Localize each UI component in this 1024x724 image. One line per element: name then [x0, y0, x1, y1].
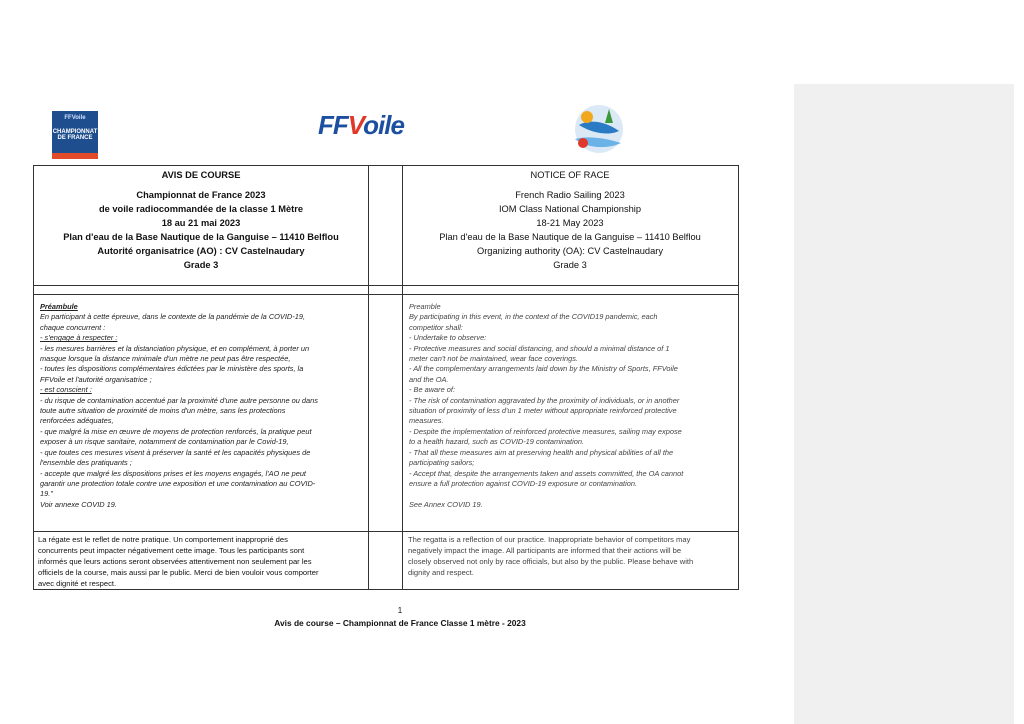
preamble-fr-line: - s'engage à respecter :	[40, 333, 118, 343]
row-divider	[34, 531, 738, 532]
regatta-en-line: closely observed not only by race officials, but also by the public. Please behave with	[408, 557, 694, 566]
preamble-fr-line: - accepte que malgré les dispositions prises et les moyens engagés, l'AO ne peut	[40, 468, 306, 478]
preamble-fr-line: exposer à un risque sanitaire, notamment de contamination par le Covid-19,	[40, 437, 289, 447]
preamble-en-line: By participating in this event, in the context of the COVID19 pandemic, each	[409, 312, 658, 322]
side-panel	[794, 84, 1014, 724]
ffvoile-logo-v: V	[347, 110, 364, 140]
header-fr-line: Championnat de France 2023	[136, 190, 266, 200]
preamble-fr-line: FFVoile et l'autorité organisatrice ;	[40, 374, 152, 384]
preamble-en-line: - The risk of contamination aggravated by the proximity of individuals, or in another	[409, 395, 680, 405]
header-fr-line: Grade 3	[183, 260, 219, 270]
preamble-en-line: - All the complementary arrangements laid down by the Ministry of Sports, FFVoile	[409, 364, 678, 374]
regatta-en	[408, 534, 736, 578]
preamble-en	[409, 302, 735, 510]
preamble-fr-line: 19."	[40, 489, 53, 499]
preamble-fr-line: - les mesures barrières et la distanciation physique, et en complément, à porter un	[40, 343, 310, 353]
header-en	[402, 168, 738, 272]
header-fr-line: Autorité organisatrice (AO) : CV Castelnaudary	[97, 246, 305, 256]
ffvoile-logo-oile: oile	[363, 110, 404, 140]
cdf-logo-bottom: CHAMPIONNAT DE FRANCE	[52, 129, 98, 141]
header-en-line: IOM Class National Championship	[498, 204, 642, 214]
preamble-fr-title: Préambule	[40, 302, 78, 311]
preamble-en-line: - Accept that, despite the arrangements taken and assets committed, the OA cannot	[409, 468, 684, 478]
preamble-en-line: and the OA.	[409, 374, 449, 384]
header-en-line: French Radio Sailing 2023	[515, 190, 625, 200]
regatta-fr-line: officiels de la course, mais aussi par le public. Merci de bien vouloir vous comporter	[38, 568, 319, 577]
championnat-de-france-logo	[52, 111, 98, 159]
preamble-fr	[40, 302, 364, 510]
notice-of-race-table	[33, 165, 739, 590]
header-fr-line: Plan d'eau de la Base Nautique de la Ganguise – 11410 Belflou	[63, 232, 339, 242]
preamble-fr-line: - toutes les dispositions complémentaires édictées par le ministère des sports, la	[40, 364, 304, 374]
preamble-fr-line: - que malgré la mise en œuvre de moyens de protection renforcés, la pratique peut	[40, 426, 312, 436]
header-en-line: 18-21 May 2023	[536, 218, 604, 228]
preamble-en-line: situation of proximity of less d'un 1 meter without appropriate reinforced protective	[409, 406, 677, 416]
preamble-fr-line: toute autre situation de proximité de moins d'un mètre, sans les protections	[40, 406, 286, 416]
preamble-fr-line: renforcées adéquates,	[40, 416, 114, 426]
preamble-en-line: participating sailors;	[409, 458, 475, 468]
preamble-en-line: - Despite the implementation of reinforced protective measures, sailing may expose	[409, 426, 682, 436]
ffvoile-logo	[318, 110, 418, 144]
header-en-line: NOTICE OF RACE	[530, 170, 610, 180]
header-en-line: Grade 3	[553, 260, 587, 270]
regatta-en-line: negatively impact the image. All participants are informed that their actions will be	[408, 546, 682, 555]
preamble-fr-line: - que toutes ces mesures visent à préserver la santé et les capacités physiques de	[40, 447, 311, 457]
preamble-en-line: ensure a full protection against COVID-19 exposure or contamination.	[409, 478, 638, 488]
regatta-fr-line: informés que leurs actions seront observées attentivement non seulement par les	[38, 557, 312, 566]
cdf-logo-top: FFVoile	[64, 115, 86, 121]
preamble-en-line: - Be aware of:	[409, 385, 456, 395]
preamble-fr-line: l'ensemble des pratiquants ;	[40, 458, 132, 468]
preamble-en-line: meter can't not be maintained, wear face coverings.	[409, 354, 579, 364]
preamble-fr-line: En participant à cette épreuve, dans le contexte de la pandémie de la COVID-19,	[40, 312, 305, 322]
header-fr-line: AVIS DE COURSE	[161, 170, 241, 180]
row-divider	[34, 294, 738, 295]
preamble-fr-line: - est conscient :	[40, 385, 92, 395]
regatta-fr	[38, 534, 366, 589]
preamble-en-line: See Annex COVID 19.	[409, 499, 483, 509]
preamble-en-line: - Protective measures and social distancing, and should a minimal distance of 1	[409, 343, 670, 353]
preamble-fr-line: masque lorsque la distance minimale d'un mètre ne peut pas être respectée,	[40, 354, 291, 364]
preamble-en-title: Preamble	[409, 302, 441, 311]
regatta-fr-line: La régate est le reflet de notre pratique. Un comportement inapproprié des	[38, 535, 288, 544]
preamble-en-line: competitor shall:	[409, 322, 463, 332]
header-fr-line: de voile radiocommandée de la classe 1 Mètre	[98, 204, 304, 214]
preamble-fr-line: - du risque de contamination accentué par la proximité d'une autre personne ou dans	[40, 395, 318, 405]
header-fr-line: 18 au 21 mai 2023	[161, 218, 241, 228]
preamble-en-line	[409, 489, 735, 499]
ffvoile-logo-ff: FF	[318, 110, 348, 140]
preamble-en-line: - That all these measures aim at preserving health and physical abilities of all the	[409, 447, 674, 457]
header-en-line: Organizing authority (OA): CV Castelnaudary	[476, 246, 664, 256]
regatta-en-line: dignity and respect.	[408, 568, 474, 577]
preamble-fr-line: chaque concurrent :	[40, 322, 106, 332]
header-en-line: Plan d'eau de la Base Nautique de la Ganguise – 11410 Belflou	[439, 232, 701, 242]
regatta-fr-line: avec dignité et respect.	[38, 579, 117, 588]
preamble-fr-line: Voir annexe COVID 19.	[40, 499, 117, 509]
preamble-en-line: measures.	[409, 416, 444, 426]
row-divider	[34, 285, 738, 286]
header-fr	[34, 168, 368, 272]
column-divider	[368, 166, 369, 589]
footer-title: Avis de course – Championnat de France Classe 1 mètre - 2023	[274, 618, 526, 628]
preamble-fr-line: garantir une protection totale contre une exposition et une contamination au COVID-	[40, 478, 316, 488]
preamble-en-line: to a health hazard, such as COVID-19 contamination.	[409, 437, 585, 447]
preamble-en-line: - Undertake to observe:	[409, 333, 487, 343]
regatta-fr-line: concurrents peut impacter négativement cette image. Tous les participants sont	[38, 546, 305, 555]
page-number: 1	[397, 606, 403, 615]
regatta-en-line: The regatta is a reflection of our practice. Inappropriate behavior of competitors may	[408, 535, 691, 544]
base-ganguise-logo	[565, 95, 633, 163]
